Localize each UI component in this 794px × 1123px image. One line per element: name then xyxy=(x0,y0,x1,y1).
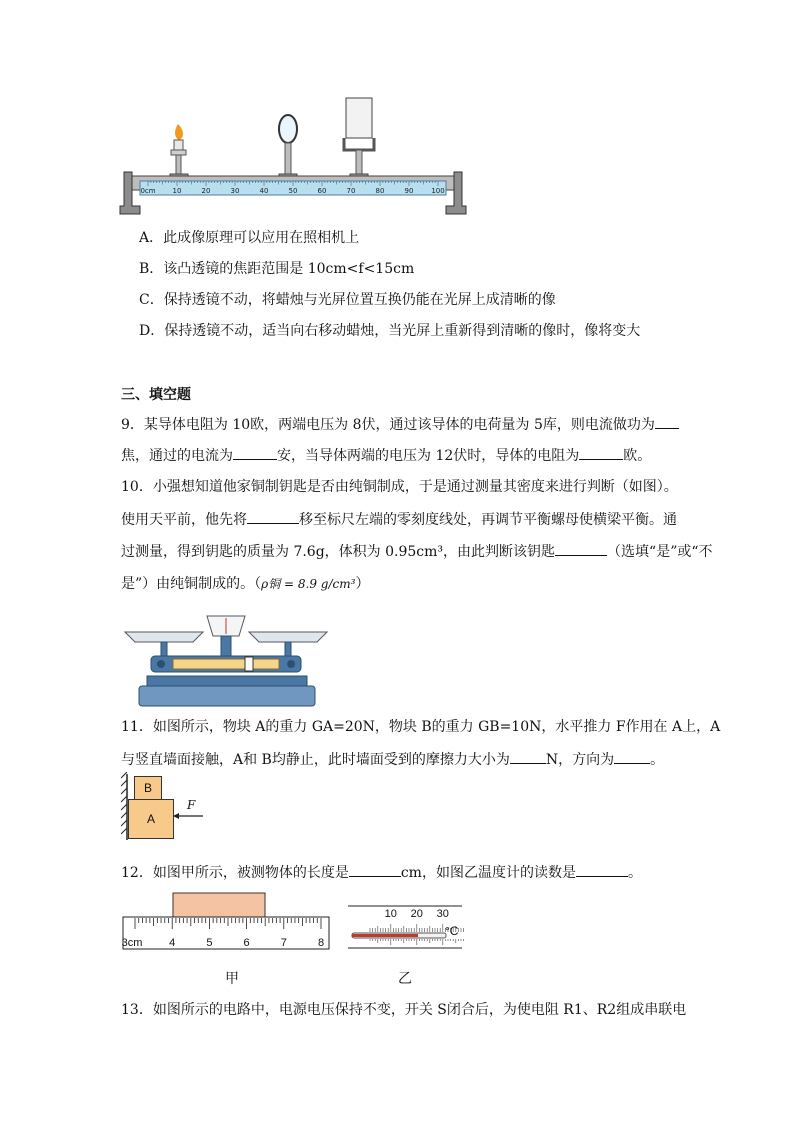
ruler-label: 3cm xyxy=(121,937,143,949)
ruler-label: 8 xyxy=(317,937,325,949)
q9-text-2c: 欧。 xyxy=(623,448,652,464)
q11-text-2c: 。 xyxy=(650,752,665,768)
light-screen-icon xyxy=(344,98,374,180)
thermometer-unit: °C xyxy=(445,924,459,938)
bench-scale-label: 60 xyxy=(317,187,327,195)
thermometer-label: 20 xyxy=(410,908,423,920)
bench-scale-label: 90 xyxy=(404,187,414,195)
q9-line1 xyxy=(121,414,679,435)
q11-text-1: 11．如图所示，物块 A的重力 GA=20N，物块 B的重力 GB=10N，水平推力 F作用在 A上，A xyxy=(121,719,721,735)
copper-density-formula: ρ铜 = 8.9 g/cm³ xyxy=(261,577,356,591)
q10-text-2b: 移至标尺左端的零刻度线处，再调节平衡螺母使横梁平衡。通 xyxy=(299,512,677,528)
bench-scale-label: 100 xyxy=(431,187,445,195)
q9-blank-work[interactable] xyxy=(655,414,679,429)
caption-yi: 乙 xyxy=(398,971,412,987)
bench-scale-label: 40 xyxy=(259,187,269,195)
q11-line1 xyxy=(121,717,720,737)
q10-blank-judgement[interactable] xyxy=(555,541,607,556)
q10-line2 xyxy=(121,509,677,530)
bench-scale-label: 20 xyxy=(201,187,211,195)
q9-text-2a: 焦，通过的电流为 xyxy=(121,448,233,464)
ruler-label: 5 xyxy=(206,937,213,949)
bench-scale-label: 70 xyxy=(346,187,356,195)
q12-line1 xyxy=(121,862,642,883)
q11-blank-direction[interactable] xyxy=(614,749,650,764)
balance-scale-icon xyxy=(125,616,327,706)
ruler-figure xyxy=(121,891,333,953)
q12-blank-temperature[interactable] xyxy=(576,862,628,877)
q10-line4 xyxy=(121,574,369,594)
q10-text-4a: 是”）由纯铜制成的。（ xyxy=(121,576,262,592)
q9-blank-resistance[interactable] xyxy=(579,445,623,460)
q8-option-c: C．保持透镜不动，将蜡烛与光屏位置互换仍能在光屏上成清晰的像 xyxy=(139,292,556,308)
section-heading: 三、填空题 xyxy=(121,387,191,403)
optical-bench-figure xyxy=(118,94,468,218)
balance-figure xyxy=(121,606,333,710)
q10-blank-rider[interactable] xyxy=(247,509,299,524)
q10-line3 xyxy=(121,541,713,562)
thermometer-label: 10 xyxy=(384,908,397,920)
ruler-label: 7 xyxy=(280,937,287,949)
candle-icon xyxy=(170,124,188,180)
q11-line2 xyxy=(121,749,664,770)
caption-jia: 甲 xyxy=(225,971,239,987)
q10-text-2a: 使用天平前，他先将 xyxy=(121,512,247,528)
q12-text-1c: 。 xyxy=(627,865,642,881)
q8-option-d: D．保持透镜不动，适当向右移动蜡烛，当光屏上重新得到清晰的像时，像将变大 xyxy=(139,323,641,339)
q11-text-2a: 与竖直墙面接触，A和 B均静止，此时墙面受到的摩擦力大小为 xyxy=(121,752,510,768)
measured-object xyxy=(173,893,265,917)
q13-line1: 13．如图所示的电路中，电源电压保持不变，开关 S闭合后，为使电阻 R1、R2组成串联电 xyxy=(121,1002,687,1018)
q10-text-3b: （选填“是”或“不 xyxy=(607,544,713,560)
thermometer-liquid xyxy=(352,934,418,937)
block-a xyxy=(128,799,174,839)
block-a-label: A xyxy=(146,812,155,826)
convex-lens-icon xyxy=(279,115,297,180)
bench-scale-label: 30 xyxy=(230,187,240,195)
ruler-label: 6 xyxy=(243,937,250,949)
bench-scale-label: 50 xyxy=(288,187,298,195)
ruler-label: 4 xyxy=(169,937,176,949)
q9-line2 xyxy=(121,445,651,466)
bench-scale-label: 80 xyxy=(375,187,385,195)
q9-text: 9．某导体电阻为 10欧，两端电压为 8伏，通过该导体的电荷量为 5库，则电流做功为 xyxy=(121,417,655,433)
q10-line1: 10．小强想知道他家铜制钥匙是否由纯铜制成，于是通过测量其密度来进行判断（如图）。 xyxy=(121,479,678,495)
q12-text-1b: cm，如图乙温度计的读数是 xyxy=(400,865,576,881)
block-b-label: B xyxy=(143,781,152,795)
block-b xyxy=(134,776,162,800)
bench-scale-label: 0cm xyxy=(140,187,156,195)
q12-text-1a: 12．如图甲所示，被测物体的长度是 xyxy=(121,865,349,881)
q8-option-a: A．此成像原理可以应用在照相机上 xyxy=(139,230,360,246)
q9-blank-current[interactable] xyxy=(233,445,277,460)
thermometer-label: 30 xyxy=(436,908,449,920)
q10-text-3a: 过测量，得到钥匙的质量为 7.6g，体积为 0.95cm³，由此判断该钥匙 xyxy=(121,544,556,560)
force-f-label: F xyxy=(187,798,196,812)
q10-text-4c: ） xyxy=(355,576,370,592)
q12-blank-length[interactable] xyxy=(349,862,401,877)
blocks-figure xyxy=(121,772,211,840)
q11-blank-friction[interactable] xyxy=(510,749,546,764)
q8-option-b: B．该凸透镜的焦距范围是 10cm<f<15cm xyxy=(139,261,415,277)
q9-text-2b: 安，当导体两端的电压为 12伏时，导体的电阻为 xyxy=(277,448,580,464)
q11-text-2b: N，方向为 xyxy=(545,752,615,768)
bench-scale-label: 10 xyxy=(172,187,182,195)
